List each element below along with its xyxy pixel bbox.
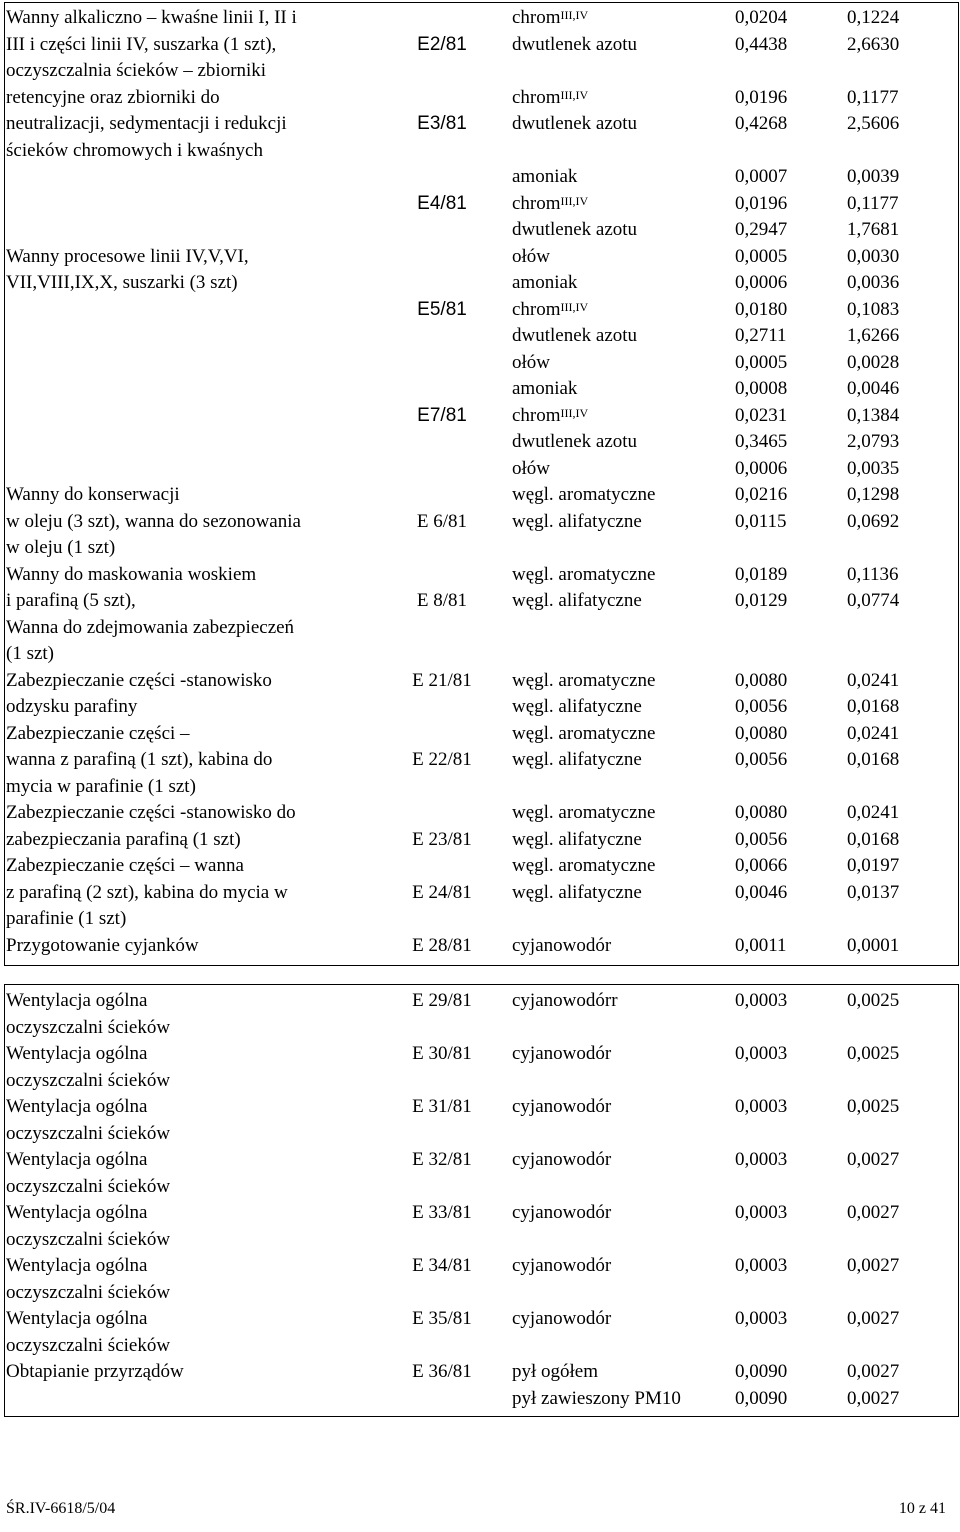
- substance-name: dwutlenek azotu: [512, 431, 638, 452]
- emission-value-mg-year: 0,0241: [847, 802, 900, 823]
- emission-value-kg-h: 0,0003: [735, 1202, 788, 1223]
- emitter-code: E 31/81: [412, 1096, 472, 1117]
- emission-value-kg-h: 0,0005: [735, 351, 788, 373]
- source-cell: oczyszczalni ścieków: [6, 1016, 171, 1038]
- emission-value-kg-h: 0,0180: [735, 298, 788, 320]
- emission-value-kg-h: 0,0090: [735, 1361, 788, 1382]
- source-cell: Przygotowanie cyjanków: [6, 934, 199, 956]
- substance-name: pył ogółem: [512, 1361, 599, 1382]
- emission-value-kg-h: 0,0129: [735, 590, 788, 611]
- source-cell: oczyszczalnia ścieków – zbiorniki: [6, 60, 267, 81]
- substance-name: chrom$^{III,IV}$: [512, 404, 589, 426]
- source-cell: Wanny alkaliczno – kwaśne linii I, II i: [6, 7, 297, 28]
- emission-value-mg-year: 0,0025: [847, 990, 900, 1011]
- emission-value-mg-year: 0,0025: [847, 1096, 900, 1117]
- emission-value-mg-year: 1,7681: [847, 219, 900, 240]
- source-cell: Wentylacja ogólna: [6, 990, 148, 1011]
- emitter-code: E 29/81: [412, 990, 472, 1011]
- emission-value-kg-h: 0,0056: [735, 749, 788, 770]
- emission-value-kg-h: 0,0005: [735, 245, 788, 267]
- substance-name: amoniak: [512, 272, 578, 293]
- emission-value-kg-h: 0,0189: [735, 563, 788, 585]
- emission-value-kg-h: 0,0231: [735, 404, 788, 426]
- emission-value-mg-year: 0,1177: [847, 86, 899, 108]
- source-cell: Obtapianie przyrządów: [6, 1361, 184, 1382]
- emission-value-kg-h: 0,0056: [735, 828, 788, 850]
- substance-name: amoniak: [512, 378, 578, 399]
- substance-name: cyjanowodórr: [512, 990, 618, 1011]
- substance-name: dwutlenek azotu: [512, 219, 638, 240]
- emitter-code: E 36/81: [412, 1361, 472, 1382]
- source-cell: Wanny procesowe linii IV,V,VI,: [6, 245, 249, 267]
- emission-value-mg-year: 2,5606: [847, 113, 900, 134]
- source-cell: oczyszczalni ścieków: [6, 1122, 171, 1144]
- emission-value-kg-h: 0,4438: [735, 33, 788, 55]
- source-cell: z parafiną (2 szt), kabina do mycia w: [6, 881, 288, 903]
- substance-name: węgl. alifatyczne: [512, 881, 642, 903]
- source-cell: Zabezpieczanie części – wanna: [6, 855, 244, 876]
- emission-value-kg-h: 0,4268: [735, 113, 788, 134]
- emission-value-mg-year: 0,0197: [847, 855, 900, 876]
- substance-name: węgl. aromatyczne: [512, 855, 656, 876]
- source-cell: Wentylacja ogólna: [6, 1255, 148, 1276]
- emitter-code: E 28/81: [412, 934, 472, 956]
- source-cell: III i części linii IV, suszarka (1 szt),: [6, 33, 277, 55]
- emission-value-mg-year: 0,0036: [847, 272, 900, 293]
- substance-name: dwutlenek azotu: [512, 325, 638, 346]
- emission-value-mg-year: 0,0027: [847, 1308, 900, 1329]
- emitter-code: E4/81: [417, 192, 467, 214]
- substance-name: cyjanowodór: [512, 1043, 612, 1064]
- emitter-code: E 8/81: [416, 590, 468, 611]
- substance-name: chrom$^{III,IV}$: [512, 7, 589, 28]
- emission-value-mg-year: 0,1298: [847, 484, 900, 505]
- emission-value-kg-h: 0,0216: [735, 484, 788, 505]
- emission-value-mg-year: 0,0027: [847, 1202, 900, 1223]
- emission-value-mg-year: 0,0039: [847, 166, 900, 187]
- emission-value-kg-h: 0,0003: [735, 1043, 788, 1064]
- page-number: 10 z 41: [898, 1500, 946, 1517]
- source-cell: Wentylacja ogólna: [6, 1096, 148, 1117]
- emitter-code: E2/81: [417, 33, 467, 55]
- substance-name: węgl. alifatyczne: [512, 749, 642, 770]
- superscript: III,IV: [560, 405, 589, 420]
- emission-value-mg-year: 0,0774: [847, 590, 900, 611]
- source-cell: VII,VIII,IX,X, suszarki (3 szt): [6, 272, 238, 293]
- substance-name: węgl. alifatyczne: [512, 510, 642, 532]
- emission-value-kg-h: 0,0196: [735, 86, 788, 108]
- emitter-code: E5/81: [417, 298, 467, 320]
- substance-name: pył zawieszony PM10: [512, 1387, 681, 1409]
- emission-value-mg-year: 0,0027: [847, 1149, 900, 1170]
- source-cell: Zabezpieczanie części -stanowisko do: [6, 802, 296, 823]
- substance-name: chrom$^{III,IV}$: [512, 86, 589, 108]
- emission-value-kg-h: 0,0046: [735, 881, 788, 903]
- emission-value-kg-h: 0,0011: [735, 934, 787, 956]
- source-cell: oczyszczalni ścieków: [6, 1281, 171, 1303]
- emission-value-kg-h: 0,0196: [735, 192, 788, 214]
- source-cell: parafinie (1 szt): [6, 908, 127, 929]
- emitter-code: E 32/81: [412, 1149, 472, 1170]
- substance-name: dwutlenek azotu: [512, 33, 638, 55]
- emission-value-kg-h: 0,0204: [735, 7, 788, 28]
- emission-value-mg-year: 0,1384: [847, 404, 900, 426]
- source-cell: zabezpieczania parafiną (1 szt): [6, 828, 241, 850]
- emission-value-mg-year: 0,0168: [847, 749, 900, 770]
- emitter-code: E3/81: [417, 113, 467, 134]
- source-cell: oczyszczalni ścieków: [6, 1334, 171, 1356]
- source-cell: Wanny do konserwacji: [6, 484, 180, 505]
- substance-name: chrom$^{III,IV}$: [512, 192, 589, 214]
- emitter-code: E 23/81: [412, 828, 472, 850]
- substance-name: węgl. alifatyczne: [512, 696, 642, 717]
- emission-value-mg-year: 0,1083: [847, 298, 900, 320]
- emission-value-mg-year: 0,0241: [847, 669, 900, 691]
- source-cell: Wentylacja ogólna: [6, 1043, 148, 1064]
- substance-name: cyjanowodór: [512, 1202, 612, 1223]
- emitter-code: E 6/81: [416, 510, 468, 532]
- substance-name: węgl. aromatyczne: [512, 669, 656, 691]
- emission-value-mg-year: 0,0168: [847, 696, 900, 717]
- superscript: III,IV: [560, 8, 589, 22]
- emission-value-mg-year: 0,0025: [847, 1043, 900, 1064]
- emission-value-kg-h: 0,0003: [735, 1308, 788, 1329]
- emission-value-mg-year: 0,0030: [847, 245, 900, 267]
- source-cell: retencyjne oraz zbiorniki do: [6, 86, 220, 108]
- emission-value-mg-year: 0,0046: [847, 378, 900, 399]
- substance-name: węgl. alifatyczne: [512, 828, 642, 850]
- superscript: III,IV: [560, 87, 589, 102]
- source-cell: wanna z parafiną (1 szt), kabina do: [6, 749, 273, 770]
- source-cell: Wentylacja ogólna: [6, 1202, 148, 1223]
- emitter-code: E 24/81: [412, 881, 472, 903]
- substance-name: amoniak: [512, 166, 578, 187]
- substance-name: cyjanowodór: [512, 1149, 612, 1170]
- emission-value-mg-year: 0,0027: [847, 1361, 900, 1382]
- substance-name: cyjanowodór: [512, 1308, 612, 1329]
- source-cell: oczyszczalni ścieków: [6, 1069, 171, 1091]
- superscript: III,IV: [560, 299, 589, 314]
- emission-value-mg-year: 0,0035: [847, 457, 900, 479]
- emission-value-kg-h: 0,0003: [735, 990, 788, 1011]
- emission-value-kg-h: 0,0008: [735, 378, 788, 399]
- emission-value-mg-year: 1,6266: [847, 325, 900, 346]
- emission-value-mg-year: 2,6630: [847, 33, 900, 55]
- emitter-code: E 21/81: [412, 669, 472, 691]
- source-cell: i parafiną (5 szt),: [6, 590, 136, 611]
- source-cell: Wanna do zdejmowania zabezpieczeń: [6, 616, 295, 638]
- emission-value-kg-h: 0,2947: [735, 219, 788, 240]
- substance-name: węgl. aromatyczne: [512, 722, 656, 744]
- source-cell: w oleju (1 szt): [6, 537, 116, 558]
- document-reference: ŚR.IV-6618/5/04: [6, 1500, 116, 1517]
- emission-value-mg-year: 0,1136: [847, 563, 899, 585]
- emission-value-mg-year: 0,1177: [847, 192, 899, 214]
- substance-name: dwutlenek azotu: [512, 113, 638, 134]
- emission-value-kg-h: 0,0003: [735, 1149, 788, 1170]
- emission-value-kg-h: 0,0003: [735, 1255, 788, 1276]
- superscript: III,IV: [560, 193, 589, 208]
- emission-value-mg-year: 0,0168: [847, 828, 900, 850]
- emitter-code: E7/81: [417, 404, 467, 426]
- source-cell: Wentylacja ogólna: [6, 1308, 148, 1329]
- emission-value-mg-year: 0,0241: [847, 722, 900, 744]
- emission-value-mg-year: 0,0001: [847, 934, 900, 956]
- emitter-code: E 34/81: [412, 1255, 472, 1276]
- emission-value-kg-h: 0,0115: [735, 510, 787, 532]
- emission-value-kg-h: 0,0080: [735, 722, 788, 744]
- source-cell: oczyszczalni ścieków: [6, 1175, 171, 1197]
- emission-value-kg-h: 0,0006: [735, 272, 788, 293]
- source-cell: ścieków chromowych i kwaśnych: [6, 139, 263, 161]
- substance-name: węgl. aromatyczne: [512, 484, 656, 505]
- emitter-code: E 35/81: [412, 1308, 472, 1329]
- emitter-code: E 30/81: [412, 1043, 472, 1064]
- substance-name: ołów: [512, 245, 550, 267]
- emission-value-kg-h: 0,0006: [735, 457, 788, 479]
- emission-value-kg-h: 0,0080: [735, 802, 788, 823]
- source-cell: w oleju (3 szt), wanna do sezonowania: [6, 510, 301, 532]
- source-cell: odzysku parafiny: [6, 696, 138, 717]
- emission-value-mg-year: 2,0793: [847, 431, 900, 452]
- source-cell: mycia w parafinie (1 szt): [6, 775, 196, 797]
- emission-value-mg-year: 0,0692: [847, 510, 900, 532]
- emission-value-kg-h: 0,3465: [735, 431, 788, 452]
- substance-name: węgl. aromatyczne: [512, 563, 656, 585]
- source-cell: Zabezpieczanie części –: [6, 722, 190, 744]
- emitter-code: E 33/81: [412, 1202, 472, 1223]
- substance-name: chrom$^{III,IV}$: [512, 298, 589, 320]
- source-cell: (1 szt): [6, 643, 55, 664]
- substance-name: cyjanowodór: [512, 1096, 612, 1117]
- substance-name: cyjanowodór: [512, 934, 612, 956]
- emission-value-kg-h: 0,0066: [735, 855, 788, 876]
- source-cell: Wentylacja ogólna: [6, 1149, 148, 1170]
- emission-value-kg-h: 0,0090: [735, 1387, 788, 1409]
- emission-value-kg-h: 0,0003: [735, 1096, 788, 1117]
- emitter-code: E 22/81: [412, 749, 472, 770]
- emission-value-mg-year: 0,1224: [847, 7, 900, 28]
- emission-value-mg-year: 0,0137: [847, 881, 900, 903]
- source-cell: Zabezpieczanie części -stanowisko: [6, 669, 272, 691]
- emission-value-mg-year: 0,0027: [847, 1255, 900, 1276]
- source-cell: neutralizacji, sedymentacji i redukcji: [6, 113, 287, 134]
- substance-name: cyjanowodór: [512, 1255, 612, 1276]
- substance-name: ołów: [512, 351, 550, 373]
- emission-value-kg-h: 0,0007: [735, 166, 788, 187]
- emission-value-kg-h: 0,2711: [735, 325, 787, 346]
- emission-value-mg-year: 0,0028: [847, 351, 900, 373]
- source-cell: oczyszczalni ścieków: [6, 1228, 171, 1250]
- source-cell: Wanny do maskowania woskiem: [6, 563, 257, 585]
- substance-name: węgl. aromatyczne: [512, 802, 656, 823]
- emission-value-mg-year: 0,0027: [847, 1387, 900, 1409]
- substance-name: ołów: [512, 457, 550, 479]
- emission-value-kg-h: 0,0056: [735, 696, 788, 717]
- emission-value-kg-h: 0,0080: [735, 669, 788, 691]
- substance-name: węgl. alifatyczne: [512, 590, 642, 611]
